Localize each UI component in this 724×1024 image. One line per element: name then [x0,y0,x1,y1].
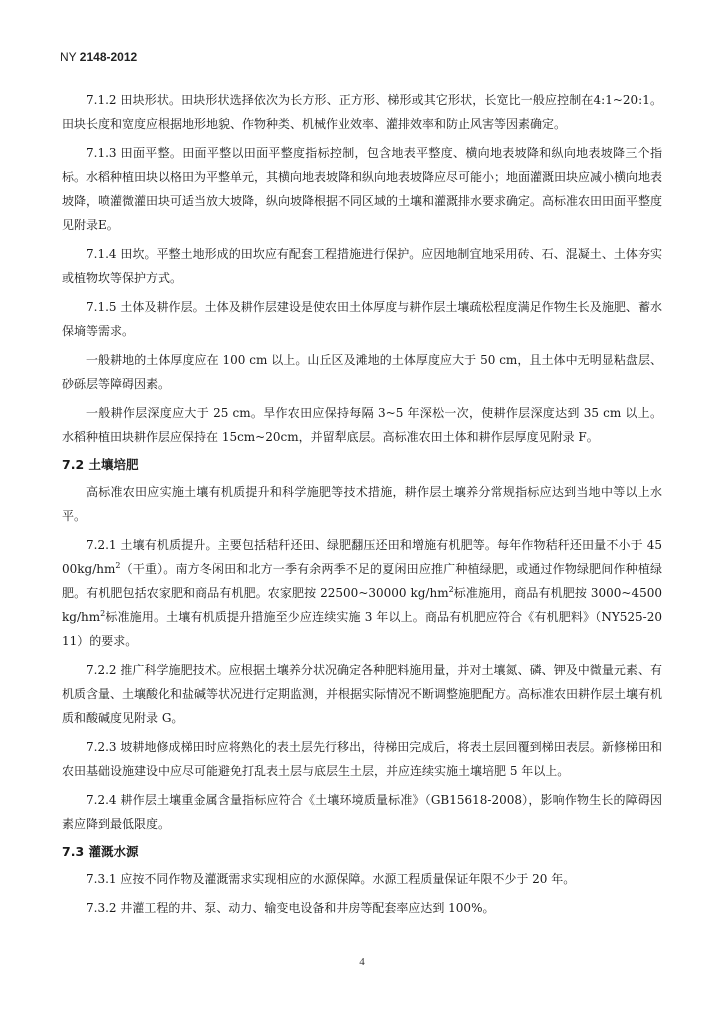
standard-code-number: 2148-2012 [79,50,138,64]
clause-7-1-2: 7.1.2 田块形状。田块形状选择依次为长方形、正方形、梯形或其它形状，长宽比一般应控制在4:1~20:1。田块长度和宽度应根据地形地貌、作物种类、机械作业效率、灌排效率和防止风害等因素确定。 [62,93,662,131]
superscript-2: 2 [115,561,121,570]
clause-7-2-1-part-c: 标准施用，商品有机肥按 3000~4500 kg/hm [62,586,662,624]
page-number: 4 [359,956,365,968]
clause-7-1-4: 7.1.4 田坎。平整土地形成的田坎应有配套工程措施进行保护。应因地制宜地采用砖、石、混凝土、土体夯实或植物坎等保护方式。 [62,247,662,285]
clause-7-2-1-part-d: 标准施用。土壤有机质提升措施至少应连续实施 3 年以上。商品有机肥应符合《有机肥料》（NY525-2011）的要求。 [62,610,662,648]
clause-7-2-3: 7.2.3 坡耕地修成梯田时应将熟化的表土层先行移出，待梯田完成后，将表土层回覆到梯田表层。新修梯田和农田基础设施建设中应尽可能避免打乱表土层与底层生土层，并应连续实施土壤培肥 5 年以上。 [62,740,662,778]
superscript-2: 2 [448,585,454,594]
clause-7-1-5: 7.1.5 土体及耕作层。土体及耕作层建设是使农田土体厚度与耕作层土壤疏松程度满足作物生长及施肥、蓄水保墒等需求。 [62,300,662,338]
page-body [62,88,662,925]
clause-7-2-4: 7.2.4 耕作层土壤重金属含量指标应符合《土壤环境质量标准》（GB15618-2008），影响作物生长的障碍因素应降到最低限度。 [62,793,662,831]
plough-layer-paragraph: 一般耕作层深度应大于 25 cm。旱作农田应保持每隔 3~5 年深松一次，使耕作层深度达到 35 cm 以上。 水稻种植田块耕作层应保持在 15cm~20cm，并留犁底层。高标准农田土体和耕作层厚度见附录 F。 [62,406,662,444]
clause-7-3-2: 7.3.2 井灌工程的井、泵、动力、输变电设备和井房等配套率应达到 100%。 [86,901,495,915]
superscript-2: 2 [100,609,106,618]
standard-code-header [60,50,137,64]
clause-7-2-1 [62,533,662,653]
section-heading-7-3: 7.3 灌溉水源 [62,844,139,859]
clause-7-1-3: 7.1.3 田面平整。田面平整以田面平整度指标控制，包含地表平整度、横向地表坡降和纵向地表坡降三个指标。水稻种植田块以格田为平整单元，其横向地表坡降和纵向地表坡降应尽可能小；地面灌溉田块应减小横向地表坡降，喷灌微灌田块可适当放大坡降，纵向坡降根据不同区域的土壤和灌溉排水要求确定。高标准农田田面平整度见附录E。 [62,146,663,232]
section-7-2-intro: 高标准农田应实施土壤有机质提升和科学施肥等技术措施，耕作层土壤养分常规指标应达到当地中等以上水平。 [62,485,662,523]
clause-7-2-1-part-a: 7.2.1 土壤有机质提升。主要包括秸秆还田、绿肥翻压还田和增施有机肥等。每年作物秸秆还田量不小于 4500kg/hm [62,538,662,576]
clause-7-3-1: 7.3.1 应按不同作物及灌溉需求实现相应的水源保障。水源工程质量保证年限不少于 20 年。 [86,872,576,886]
clause-7-2-2: 7.2.2 推广科学施肥技术。应根据土壤养分状况确定各种肥料施用量，并对土壤氮、磷、钾及中微量元素、有机质含量、土壤酸化和盐碱等状况进行定期监测，并根据实际情况不断调整施肥配方。高标准农田耕作层土壤有机质和酸碱度见附录 G。 [62,663,663,725]
clause-7-2-1-part-b: （干重）。南方冬闲田和北方一季有余两季不足的夏闲田应推广种植绿肥，或通过作物绿肥间作种植绿肥。有机肥包括农家肥和商品有机肥。农家肥按 22500~30000 kg/hm [62,562,662,600]
section-heading-7-2: 7.2 土壤培肥 [62,457,139,472]
standard-code-prefix: NY [60,50,80,64]
soil-thickness-paragraph: 一般耕地的土体厚度应在 100 cm 以上。山丘区及滩地的土体厚度应大于 50 cm，且土体中无明显粘盘层、砂砾层等障碍因素。 [62,353,662,391]
